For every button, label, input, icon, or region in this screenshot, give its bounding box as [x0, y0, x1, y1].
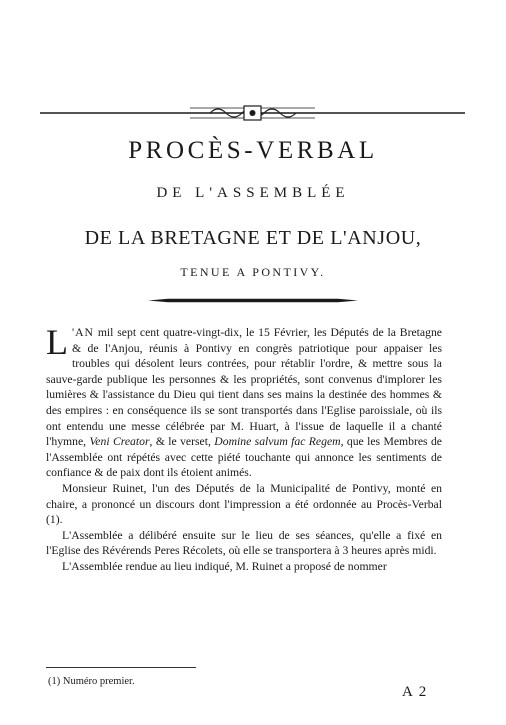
paragraph-4: L'Assemblée rendue au lieu indiqué, M. Ruinet a proposé de nommer	[62, 559, 387, 573]
paragraph-1-text: mil sept cent quatre-vingt-dix, le 15 Février, les Députés de la Bretagne & de l'Anjou, réunis à Pontivy en congrès patriotique pour appaiser les troubles qui désolent leurs contrées, pour rétablir l'ordre, & mettre sous la sauve-garde publique les personnes & les propriétés, sont convenus d'implorer les lumières & l'assistance du Dieu qui tient dans ses mains la destinée des hommes & des empires : en conséquence ils se sont transportés dans l'Eglise paroissiale, où ils ont entendu une messe célébrée par M. Huart, à l'issue de laquelle il a chanté l'hymne,	[46, 326, 442, 449]
location-line: TENUE A PONTIVY.	[180, 265, 326, 279]
lead-word: 'AN	[72, 326, 94, 339]
title-rule	[148, 297, 358, 304]
header-ornament	[40, 104, 465, 122]
document-heading: DE LA BRETAGNE ET DE L'ANJOU,	[84, 227, 422, 249]
footnote: (1) Numéro premier.	[48, 676, 135, 687]
paragraph-1-end: , que les Membres de l'Assemblée ont répétés avec cette piété touchante qui annonce les sentiments de confiance & de paix dont ils étoient animés.	[46, 435, 442, 480]
document-title: PROCÈS-VERBAL	[128, 137, 378, 164]
document-subtitle: DE L'ASSEMBLÉE	[156, 185, 350, 201]
paragraph-1-middle: , & le verset,	[149, 435, 215, 449]
paragraph-1	[46, 322, 442, 481]
drop-cap: L	[46, 322, 68, 362]
paragraph-3: L'Assemblée a délibéré ensuite sur le lieu de ses séances, qu'elle a fixé en l'Eglise des Révérends Peres Récolets, où elle se transportera à 3 heures après midi.	[46, 528, 442, 558]
paragraph-2: Monsieur Ruinet, l'un des Députés de la Municipalité de Pontivy, monté en chaire, a prononcé un discours dont l'impression a été ordonnée au Procès-Verbal (1).	[46, 481, 442, 527]
signature-mark: A 2	[402, 684, 428, 700]
body-text	[46, 322, 442, 575]
hymn-title: Veni Creator	[89, 435, 150, 449]
verse-title: Domine salvum fac Regem	[214, 435, 341, 449]
footnote-rule	[46, 667, 196, 668]
